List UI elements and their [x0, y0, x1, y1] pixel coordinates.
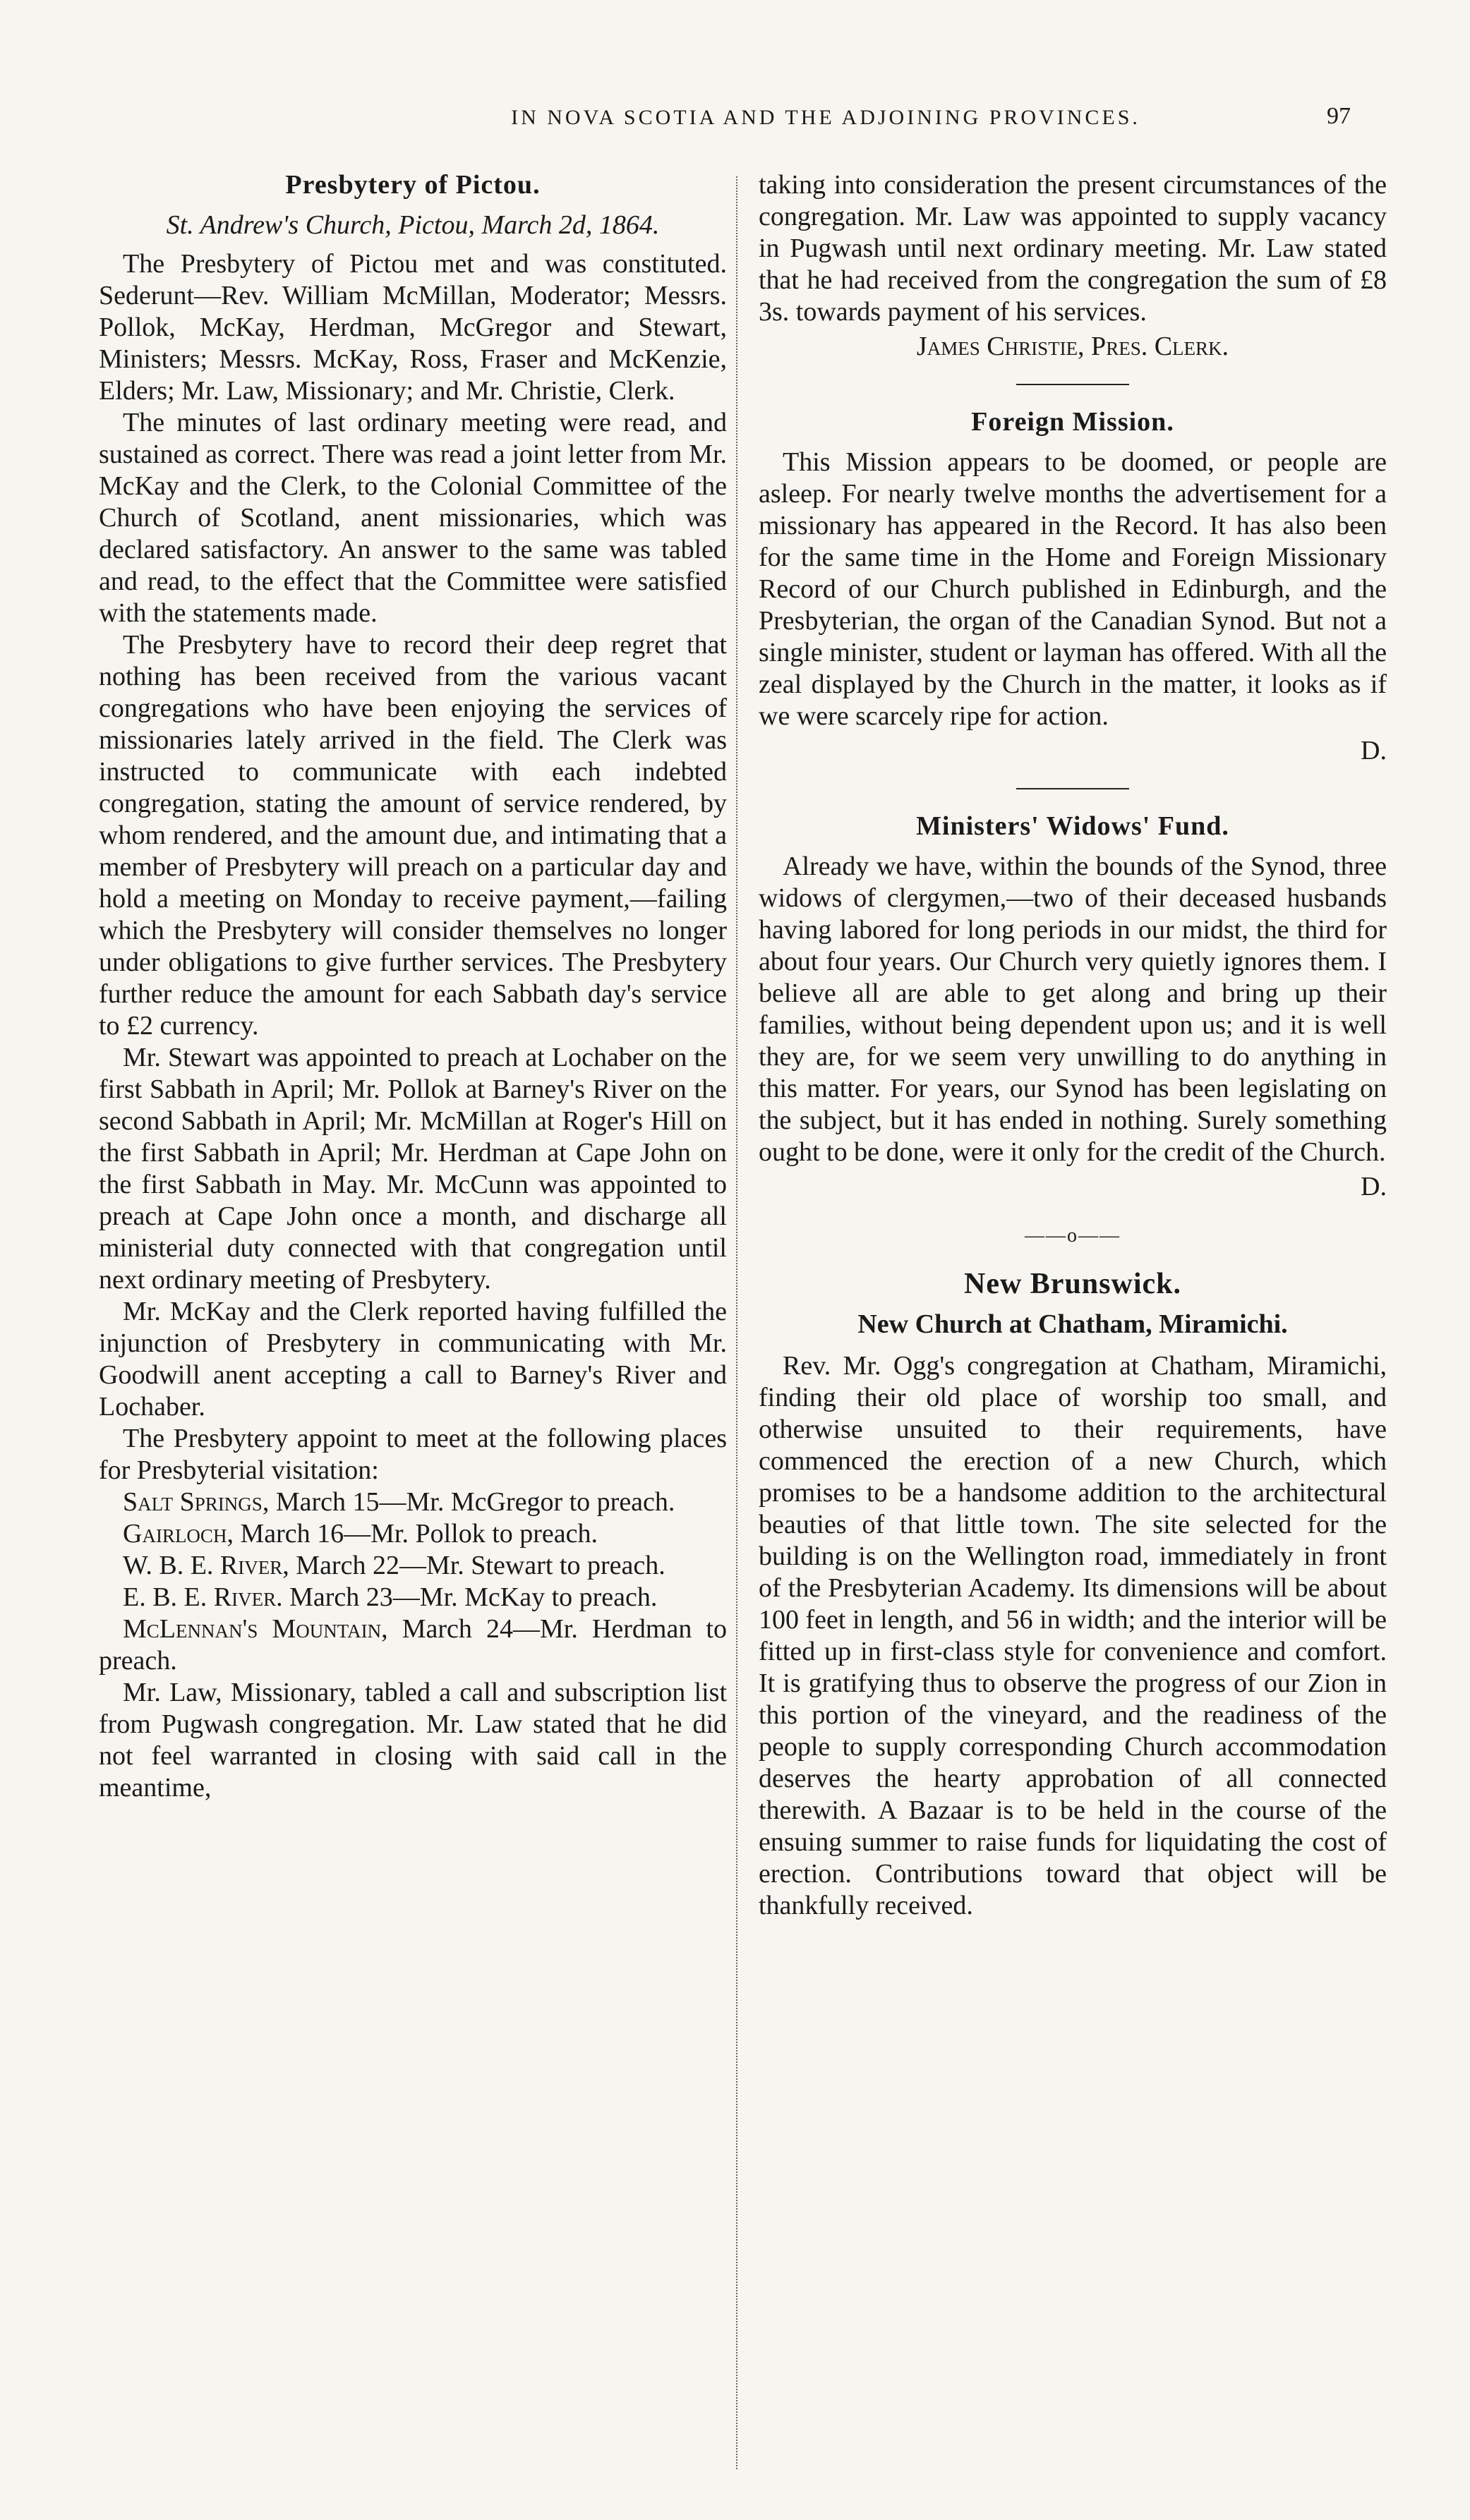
paragraph: Mr. Law, Missionary, tabled a call and subscription list from Pugwash congregation. Mr. Law stated that he did not feel warranted in closing with said call in the meantime, — [99, 1678, 727, 1803]
visitation-place: E. B. E. River — [123, 1582, 277, 1612]
running-head: IN NOVA SCOTIA AND THE ADJOINING PROVINCES. — [511, 106, 1140, 129]
section-title-foreign-mission: Foreign Mission. — [971, 407, 1174, 437]
visitation-entry: McLennan's Mountain, March 24—Mr. Herdman to preach. — [99, 1614, 727, 1676]
column-divider — [736, 176, 737, 2469]
visitation-entry: E. B. E. River. March 23—Mr. McKay to preach. — [123, 1582, 658, 1612]
visitation-entry: Salt Springs, March 15—Mr. McGregor to preach. — [123, 1487, 675, 1517]
subsection-title-chatham: New Church at Chatham, Miramichi. — [857, 1309, 1288, 1339]
paragraph: This Mission appears to be doomed, or people are asleep. For nearly twelve months the advertisement for a missionary has appeared in the Record. It has also been for the same time in the Home and Foreign Missionary Record of our Church published in Edinburgh, and the Presbyterian, the organ of the Canadian Synod. But not a single minister, student or layman has offered. With all the zeal displayed by the Church in the matter, it looks as if we were scarcely ripe for action. — [759, 447, 1387, 731]
visitation-place: Salt Springs — [123, 1487, 263, 1517]
dateline: St. Andrew's Church, Pictou, March 2d, 1864. — [166, 210, 660, 240]
paragraph: The minutes of last ordinary meeting were read, and sustained as correct. There was read a joint letter from Mr. McKay and the Clerk, to the Colonial Committee of the Church of Scotland, anent missionaries, which was declared satisfactory. An answer to the same was tabled and read, to the effect that the Committee were satisfied with the statements made. — [99, 408, 727, 628]
paragraph: The Presbytery have to record their deep regret that nothing has been received from the various vacant congregations who have been enjoying the services of missionaries lately arrived in the field. The Clerk was instructed to communicate with each indebted congregation, stating the amount of service rendered, by whom rendered, and the amount due, and intimating that a member of Presbytery will preach on a particular day and hold a meeting on Monday to receive payment,—failing which the Presbytery will consider themselves no longer under obligations to give further services. The Presbytery further reduce the amount for each Sabbath day's service to £2 currency. — [99, 630, 727, 1041]
left-column — [99, 169, 727, 1804]
paragraph: The Presbytery appoint to meet at the following places for Presbyterial visitation: — [99, 1424, 727, 1485]
paragraph: Rev. Mr. Ogg's congregation at Chatham, Miramichi, finding their old place of worship too small, and otherwise unsuited to their requirements, have commenced the erection of a new Church, which promises to be a handsome addition to the architectural beauties of that little town. The site selected for the building is on the Wellington road, immediately in front of the Presbyterian Academy. Its dimensions will be about 100 feet in length, and 56 in width; and the interior will be fitted up in first-class style for convenience and comfort. It is gratifying thus to observe the progress of our Zion in this portion of the vineyard, and the readiness of the people to supply corresponding Church accommodation deserves the hearty approbation of all connected therewith. A Bazaar is to be held in the course of the ensuing summer to raise funds for liquidating the cost of erection. Contributions toward that object will be thankfully received. — [759, 1351, 1387, 1920]
right-column — [759, 169, 1387, 1922]
signature: D. — [1361, 1172, 1387, 1201]
section-rule — [1016, 788, 1129, 789]
paragraph: The Presbytery of Pictou met and was constituted. Sederunt—Rev. William McMillan, Moderator; Messrs. Pollok, McKay, Herdman, McGregor and Stewart, Ministers; Messrs. McKay, Ross, Fraser and McKenzie, Elders; Mr. Law, Missionary; and Mr. Christie, Clerk. — [99, 249, 727, 406]
signature: D. — [1361, 736, 1387, 765]
section-title-presbytery: Presbytery of Pictou. — [285, 170, 541, 200]
page-number: 97 — [1327, 103, 1351, 129]
section-rule — [1016, 384, 1129, 385]
visitation-entry: Gairloch, March 16—Mr. Pollok to preach. — [123, 1519, 598, 1549]
visitation-place: McLennan's Mountain — [123, 1614, 382, 1644]
ornament-divider: ——o—— — [1025, 1225, 1121, 1247]
paragraph: Mr. Stewart was appointed to preach at Lochaber on the first Sabbath in April; Mr. Pollok at Barney's River on the second Sabbath in April; Mr. McMillan at Roger's Hill on the first Sabbath in April; Mr. Herdman at Cape John on the first Sabbath in May. Mr. McCunn was appointed to preach at Cape John once a month, and discharge all ministerial duty connected with that congregation until next ordinary meeting of Presbytery. — [99, 1043, 727, 1295]
section-title-widows-fund: Ministers' Widows' Fund. — [916, 811, 1229, 841]
paragraph: Mr. McKay and the Clerk reported having fulfilled the injunction of Presbytery in communicating with Mr. Goodwill anent accepting a call to Barney's River and Lochaber. — [99, 1297, 727, 1422]
signature-clerk: James Christie, Pres. Clerk. — [916, 332, 1229, 361]
visitation-place: Gairloch — [123, 1519, 227, 1549]
paragraph-continuation: taking into consideration the present circumstances of the congregation. Mr. Law was appointed to supply vacancy in Pugwash until next ordinary meeting. Mr. Law stated that he had received from the congregation the sum of £8 3s. towards payment of his services. — [759, 170, 1387, 327]
visitation-entry: W. B. E. River, March 22—Mr. Stewart to preach. — [123, 1551, 665, 1580]
visitation-place: W. B. E. River — [123, 1551, 283, 1580]
paragraph: Already we have, within the bounds of the Synod, three widows of clergymen,—two of their deceased husbands having labored for long periods in our midst, the third for about four years. Our Church very quietly ignores them. I believe all are able to get along and bring up their families, without being dependent upon us; and it is well they are, for we seem very unwilling to do anything in this matter. For years, our Synod has been legislating on the subject, but it has ended in nothing. Surely something ought to be done, were it only for the credit of the Church. — [759, 852, 1387, 1167]
section-title-new-brunswick: New Brunswick. — [963, 1268, 1182, 1300]
